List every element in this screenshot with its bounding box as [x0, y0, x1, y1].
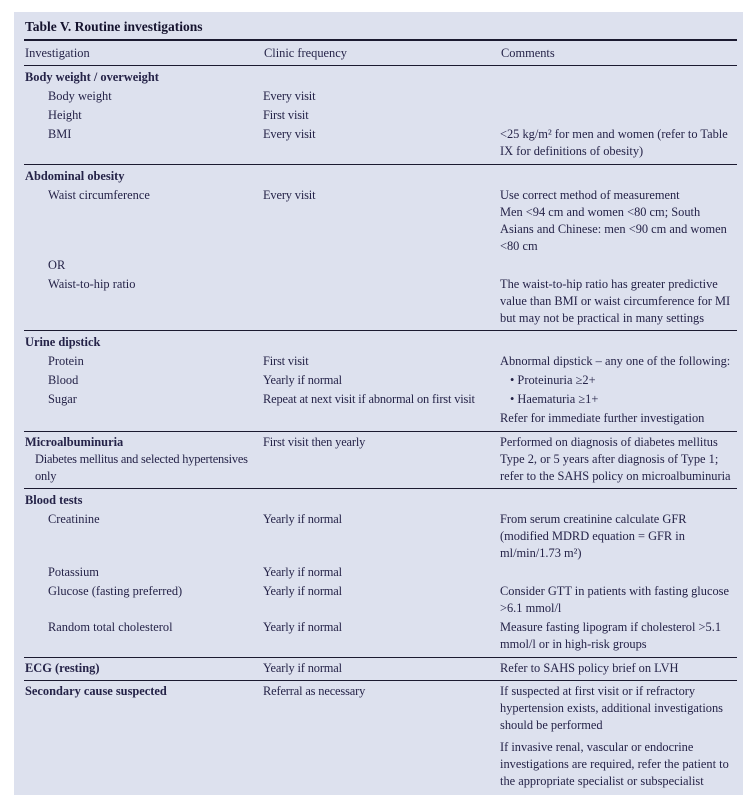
comments-cell — [500, 353, 737, 370]
table-row — [24, 351, 737, 370]
comment-bullet-item: • Proteinuria ≥2+ — [510, 373, 596, 387]
comment-paragraph: Refer for immediate further investigation — [500, 411, 705, 425]
routine-investigations-table — [24, 41, 737, 795]
section-secondary-cause — [24, 681, 737, 795]
investigation-subnote: Diabetes mellitus and selected hypertensives only — [35, 451, 248, 483]
section-header: Urine dipstick — [25, 335, 101, 349]
table-row — [24, 408, 737, 427]
investigation-cell: Blood — [48, 373, 79, 387]
table-row — [24, 124, 737, 160]
comment-paragraph: Men <94 cm and women <80 cm; South Asians and Chinese: men <90 cm and women <80 cm — [500, 204, 727, 253]
comments-cell — [500, 683, 737, 790]
investigation-cell: Body weight — [48, 89, 112, 103]
table-row — [24, 509, 737, 562]
table-panel — [14, 12, 743, 795]
section-ecg — [24, 658, 737, 682]
comments-cell — [500, 126, 737, 160]
investigation-cell: Random total cholesterol — [48, 620, 173, 634]
table-row — [24, 432, 737, 485]
section-body-weight — [24, 66, 737, 165]
frequency-cell: First visit then yearly — [263, 434, 366, 449]
section-abdominal-obesity — [24, 165, 737, 332]
section-header: Body weight / overweight — [25, 70, 159, 84]
column-header-frequency: Clinic frequency — [264, 46, 347, 60]
investigation-cell: Waist circumference — [48, 187, 150, 202]
investigation-cell: Protein — [48, 354, 84, 368]
comment-paragraph: If suspected at first visit or if refractory hypertension exists, additional investigations should be performed — [500, 684, 724, 732]
section-urine-dipstick — [24, 331, 737, 432]
comment-paragraph: Performed on diagnosis of diabetes mellitus Type 2, or 5 years after diagnosis of Type 1; refer to the SAHS policy on microalbuminuria — [500, 434, 731, 483]
comments-cell — [500, 434, 737, 485]
frequency-cell: First visit — [263, 108, 309, 122]
investigation-cell: ECG (resting) — [25, 660, 100, 675]
investigation-cell: Height — [48, 108, 82, 122]
table-title: Table V. Routine investigations — [24, 12, 737, 41]
comment-bullet-item: • Haematuria ≥1+ — [510, 392, 599, 406]
investigation-cell — [24, 434, 263, 485]
frequency-cell: First visit — [263, 354, 309, 368]
section-header: Abdominal obesity — [25, 168, 125, 183]
table-row — [24, 86, 737, 105]
investigation-cell: BMI — [48, 127, 72, 141]
comment-paragraph: From serum creatinine calculate GFR (modified MDRD equation = GFR in ml/min/1.73 m²) — [500, 512, 687, 560]
frequency-cell: Referral as necessary — [263, 684, 366, 698]
comment-paragraph: If invasive renal, vascular or endocrine investigations are required, refer the patient to the appropriate specialist or subspecialist — [500, 740, 729, 788]
frequency-cell: Repeat at next visit if abnormal on first visit — [263, 392, 475, 406]
comments-cell — [500, 410, 737, 427]
comments-cell — [500, 372, 737, 389]
table-row — [24, 255, 737, 274]
comments-cell — [500, 660, 737, 677]
comments-cell — [500, 511, 737, 562]
frequency-cell: Yearly if normal — [263, 565, 342, 579]
comment-paragraph: Consider GTT in patients with fasting glucose >6.1 mmol/l — [500, 584, 729, 615]
table-row — [24, 581, 737, 617]
investigation-cell: Creatinine — [48, 512, 100, 526]
table-row — [24, 617, 737, 653]
table-row — [24, 389, 737, 408]
comments-cell — [500, 583, 737, 617]
table-row — [24, 185, 737, 255]
investigation-cell: Sugar — [48, 392, 77, 406]
table-row — [24, 681, 737, 790]
table-row — [24, 370, 737, 389]
investigation-cell: Potassium — [48, 565, 99, 579]
section-header: Microalbuminuria — [25, 434, 124, 449]
frequency-cell: Yearly if normal — [263, 620, 342, 634]
comment-paragraph: <25 kg/m² for men and women (refer to Table IX for definitions of obesity) — [500, 127, 728, 158]
frequency-cell: Yearly if normal — [263, 660, 342, 675]
comment-paragraph: The waist-to-hip ratio has greater predictive value than BMI or waist circumference for MI but may not be practical in many settings — [500, 276, 731, 325]
table-row — [24, 562, 737, 581]
comments-cell — [500, 276, 737, 327]
frequency-cell: Yearly if normal — [263, 584, 342, 598]
comment-paragraph: Abnormal dipstick – any one of the following: — [500, 354, 731, 368]
comment-paragraph: Measure fasting lipogram if cholesterol >5.1 mmol/l or in high-risk groups — [500, 620, 722, 651]
investigation-cell: OR — [48, 257, 66, 272]
frequency-cell: Every visit — [263, 89, 316, 103]
column-header-investigation: Investigation — [25, 46, 90, 60]
column-header-comments: Comments — [501, 46, 555, 60]
section-header: Blood tests — [25, 493, 83, 507]
table-row — [24, 658, 737, 677]
investigation-cell: Waist-to-hip ratio — [48, 276, 136, 291]
comment-paragraph: Refer to SAHS policy brief on LVH — [500, 660, 679, 675]
comment-paragraph: Use correct method of measurement — [500, 187, 680, 202]
investigation-cell: Glucose (fasting preferred) — [48, 584, 183, 598]
investigation-cell: Secondary cause suspected — [25, 684, 167, 698]
frequency-cell: Every visit — [263, 127, 316, 141]
table-row — [24, 274, 737, 327]
table-row — [24, 105, 737, 124]
table-header-row — [24, 41, 737, 66]
frequency-cell: Every visit — [263, 187, 316, 202]
comments-cell — [500, 391, 737, 408]
comments-cell — [500, 187, 737, 255]
comments-cell — [500, 619, 737, 653]
frequency-cell: Yearly if normal — [263, 512, 342, 526]
frequency-cell: Yearly if normal — [263, 373, 342, 387]
section-blood-tests — [24, 489, 737, 658]
section-microalbuminuria — [24, 432, 737, 490]
